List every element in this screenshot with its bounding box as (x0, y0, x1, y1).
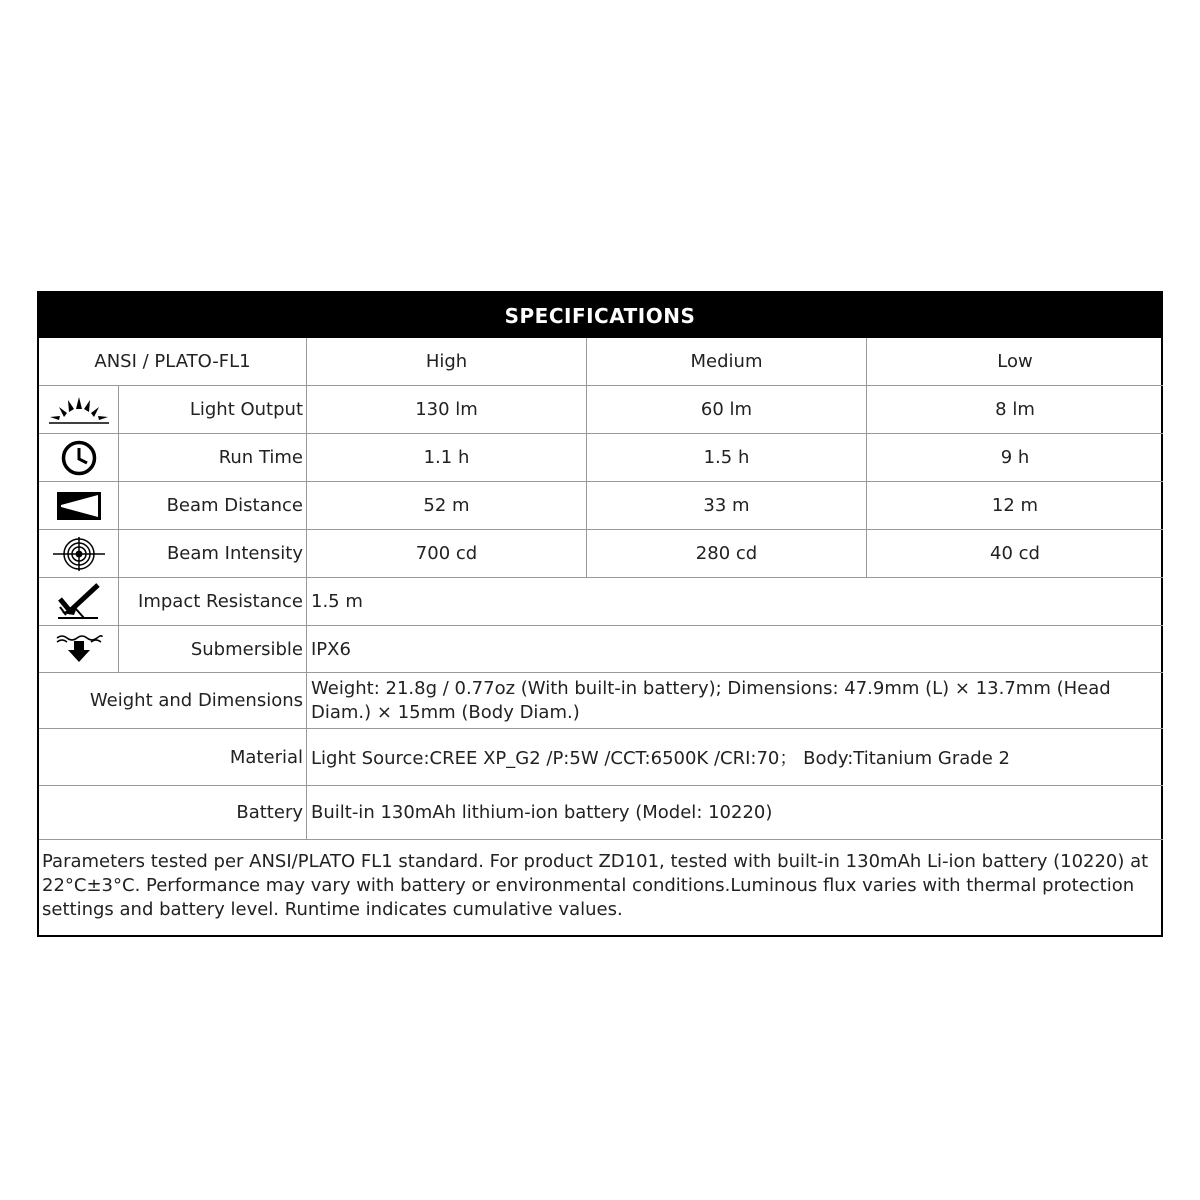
run-time-high: 1.1 h (307, 434, 587, 482)
beam-distance-icon (39, 482, 119, 530)
beam-distance-low: 12 m (867, 482, 1163, 530)
row-label-beam-distance: Beam Distance (119, 482, 307, 530)
beam-distance-medium: 33 m (587, 482, 867, 530)
row-label-weight-dimensions: Weight and Dimensions (39, 673, 307, 729)
beam-intensity-high: 700 cd (307, 530, 587, 578)
impact-resistance-value: 1.5 m (307, 578, 1163, 626)
standard-header: ANSI / PLATO-FL1 (39, 338, 307, 386)
submersible-value: IPX6 (307, 626, 1163, 673)
row-label-beam-intensity: Beam Intensity (119, 530, 307, 578)
light-output-medium: 60 lm (587, 386, 867, 434)
run-time-medium: 1.5 h (587, 434, 867, 482)
clock-icon (39, 434, 119, 482)
battery-value: Built-in 130mAh lithium-ion battery (Model: 10220) (307, 786, 1163, 840)
table-title: SPECIFICATIONS (39, 293, 1161, 338)
light-output-high: 130 lm (307, 386, 587, 434)
mode-header-low: Low (867, 338, 1163, 386)
beam-distance-high: 52 m (307, 482, 587, 530)
row-label-run-time: Run Time (119, 434, 307, 482)
impact-icon (39, 578, 119, 626)
mode-header-high: High (307, 338, 587, 386)
mode-header-medium: Medium (587, 338, 867, 386)
row-label-battery: Battery (39, 786, 307, 840)
specifications-table (37, 291, 1163, 937)
run-time-low: 9 h (867, 434, 1163, 482)
weight-dimensions-value: Weight: 21.8g / 0.77oz (With built-in battery); Dimensions: 47.9mm (L) × 13.7mm (Head Diam.) × 15mm (Body Diam.) (307, 673, 1163, 729)
beam-intensity-low: 40 cd (867, 530, 1163, 578)
row-label-submersible: Submersible (119, 626, 307, 673)
row-label-light-output: Light Output (119, 386, 307, 434)
target-icon (39, 530, 119, 578)
row-label-impact-resistance: Impact Resistance (119, 578, 307, 626)
material-value: Light Source:CREE XP_G2 /P:5W /CCT:6500K /CRI:70； Body:Titanium Grade 2 (307, 729, 1163, 786)
light-output-low: 8 lm (867, 386, 1163, 434)
row-label-material: Material (39, 729, 307, 786)
sunburst-icon (39, 386, 119, 434)
water-drop-arrow-icon (39, 626, 119, 673)
beam-intensity-medium: 280 cd (587, 530, 867, 578)
test-notes: Parameters tested per ANSI/PLATO FL1 standard. For product ZD101, tested with built-in 130mAh Li-ion battery (10220) at 22°C±3°C. Performance may vary with battery or environmental conditions.Luminous flux varies with thermal protection settings and battery level. Runtime indicates cumulative values. (42, 851, 1149, 920)
